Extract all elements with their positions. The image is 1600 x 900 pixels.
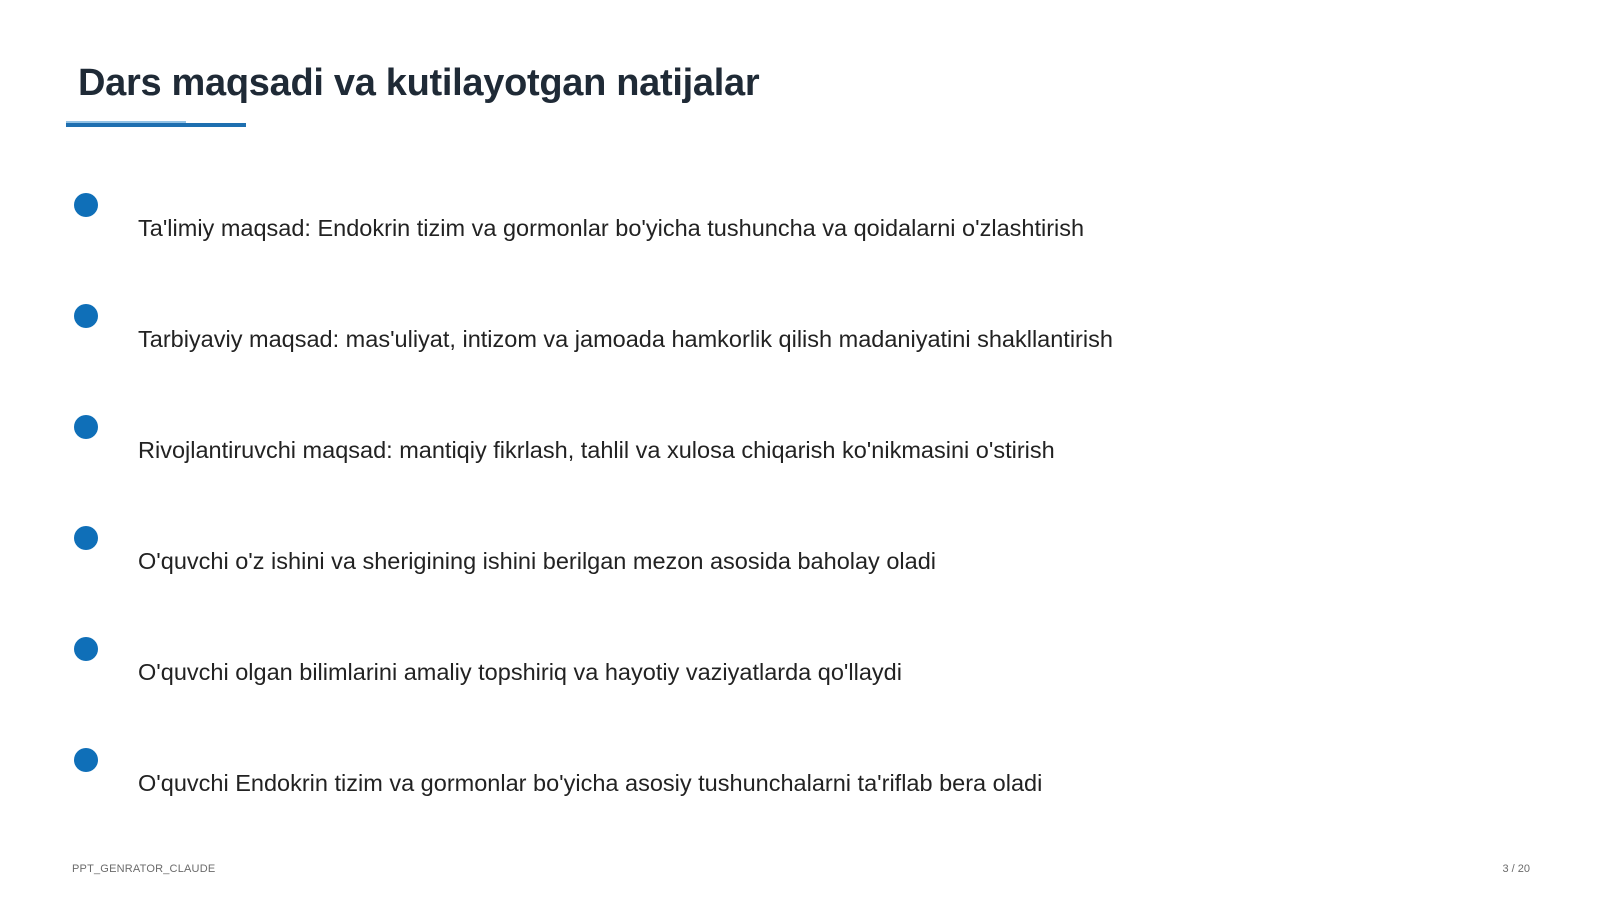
bullet-dot-icon (74, 193, 98, 217)
bullet-dot-icon (74, 526, 98, 550)
slide-title: Dars maqsadi va kutilayotgan natijalar (78, 62, 760, 104)
bullet-text: Tarbiyaviy maqsad: mas'uliyat, intizom va jamoada hamkorlik qilish madaniyatini shakllantirish (138, 326, 1113, 352)
bullet-text: O'quvchi olgan bilimlarini amaliy topshiriq va hayotiy vaziyatlarda qo'llaydi (138, 659, 902, 685)
list-item (0, 304, 1600, 417)
bullet-dot-icon (74, 637, 98, 661)
list-item (0, 637, 1600, 750)
page-indicator: 3 / 20 (1502, 863, 1530, 875)
bullet-text: O'quvchi o'z ishini va sherigining ishini berilgan mezon asosida baholay oladi (138, 548, 936, 574)
list-item (0, 193, 1600, 306)
list-item (0, 415, 1600, 528)
list-item (0, 526, 1600, 639)
bullet-dot-icon (74, 304, 98, 328)
list-item (0, 748, 1600, 861)
bullet-text: Ta'limiy maqsad: Endokrin tizim va gormonlar bo'yicha tushuncha va qoidalarni o'zlashtirish (138, 215, 1085, 241)
bullet-dot-icon (74, 415, 98, 439)
bullet-text: Rivojlantiruvchi maqsad: mantiqiy fikrlash, tahlil va xulosa chiqarish ko'nikmasini o'stirish (138, 437, 1055, 463)
bullet-dot-icon (74, 748, 98, 772)
footer-generator-label: PPT_GENRATOR_CLAUDE (72, 863, 216, 875)
bullet-text: O'quvchi Endokrin tizim va gormonlar bo'yicha asosiy tushunchalarni ta'riflab bera oladi (138, 770, 1043, 796)
